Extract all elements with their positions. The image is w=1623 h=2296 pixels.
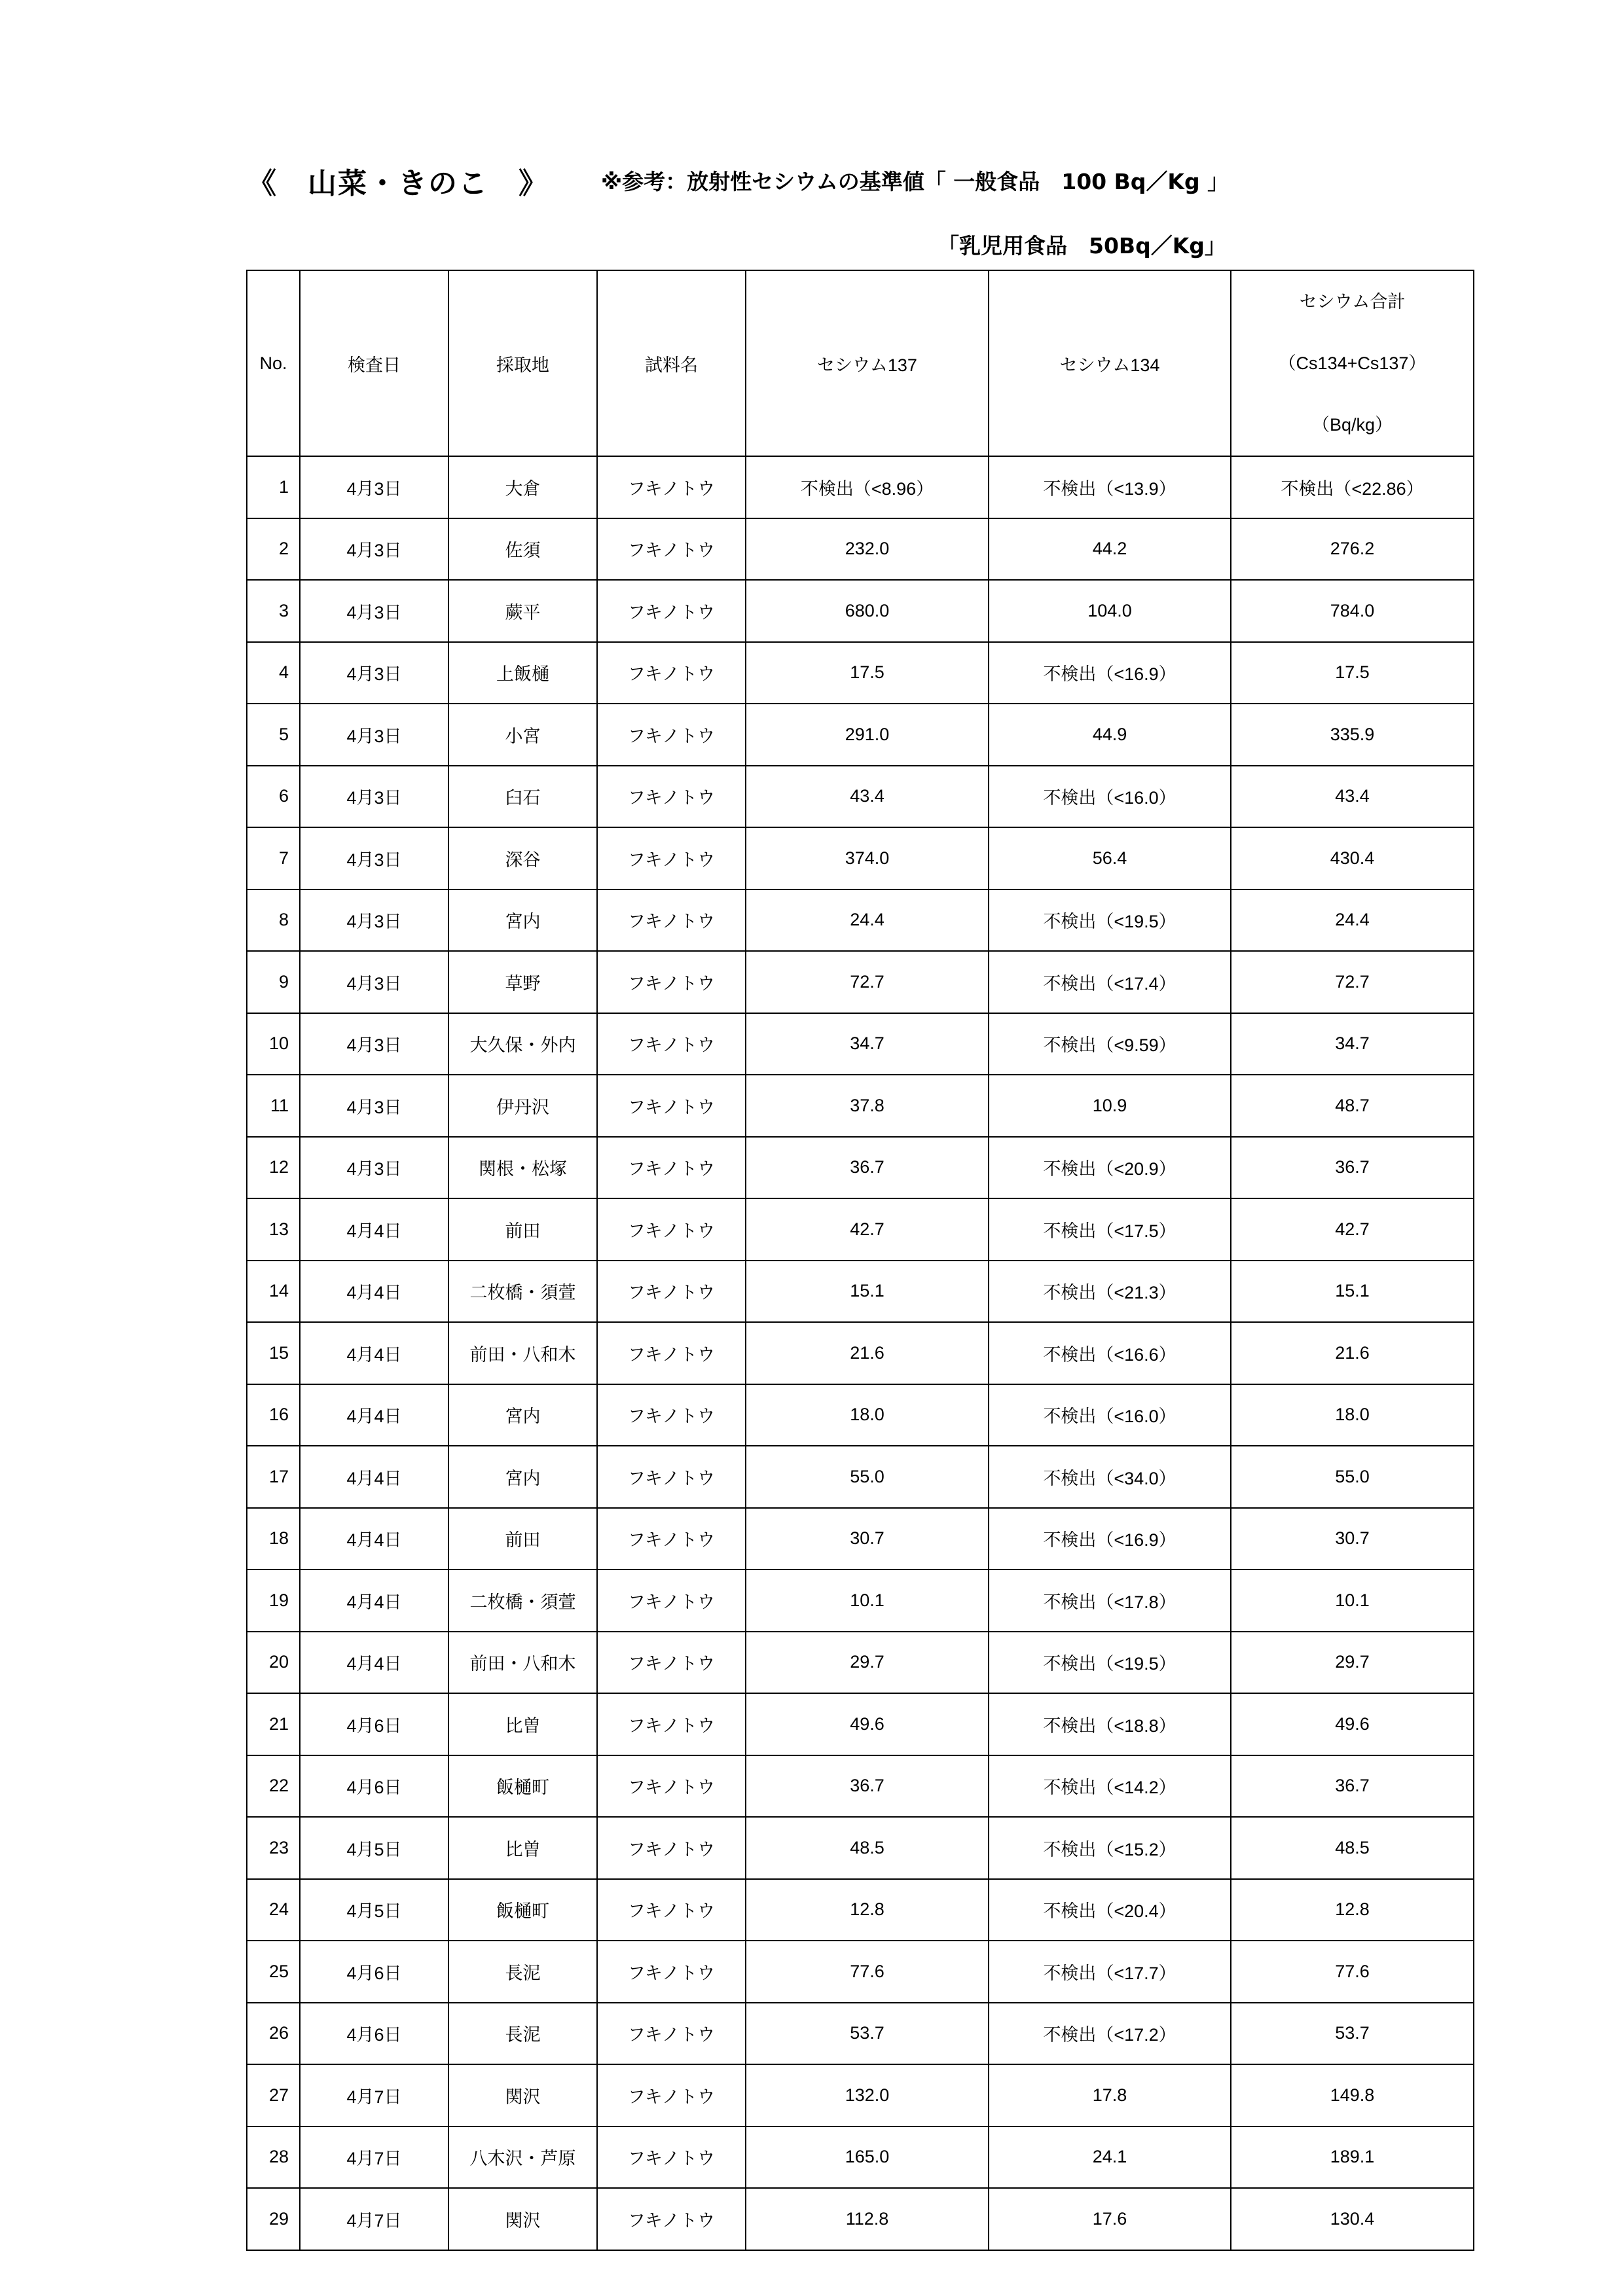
cell-cs137: 77.6 bbox=[746, 1941, 989, 2003]
cell-cs134: 10.9 bbox=[989, 1075, 1231, 1137]
table-row bbox=[247, 1013, 1474, 1075]
cell-no: 20 bbox=[247, 1632, 300, 1694]
table-header-row bbox=[247, 270, 1474, 456]
cell-cs134: 不検出（<20.9） bbox=[989, 1137, 1231, 1199]
cell-cs134: 不検出（<17.7） bbox=[989, 1941, 1231, 2003]
cell-cs134: 不検出（<17.8） bbox=[989, 1570, 1231, 1632]
cell-cs134: 44.2 bbox=[989, 518, 1231, 581]
cell-no: 3 bbox=[247, 580, 300, 642]
cell-total: 21.6 bbox=[1231, 1322, 1474, 1384]
cell-sample: フキノトウ bbox=[597, 1632, 746, 1694]
cell-sample: フキノトウ bbox=[597, 2126, 746, 2189]
cell-no: 16 bbox=[247, 1384, 300, 1446]
cell-cs137: 10.1 bbox=[746, 1570, 989, 1632]
cell-sample: フキノトウ bbox=[597, 518, 746, 581]
cell-date: 4月3日 bbox=[300, 642, 448, 704]
cell-date: 4月4日 bbox=[300, 1508, 448, 1570]
cell-total: 12.8 bbox=[1231, 1879, 1474, 1941]
cell-cs134: 不検出（<20.4） bbox=[989, 1879, 1231, 1941]
cell-sample: フキノトウ bbox=[597, 1817, 746, 1879]
cell-location: 前田 bbox=[448, 1508, 597, 1570]
table-row bbox=[247, 1508, 1474, 1570]
cell-no: 10 bbox=[247, 1013, 300, 1075]
table-row bbox=[247, 827, 1474, 889]
cell-location: 前田・八和木 bbox=[448, 1632, 597, 1694]
cell-date: 4月3日 bbox=[300, 518, 448, 581]
cell-cs134: 不検出（<21.3） bbox=[989, 1261, 1231, 1323]
cell-no: 14 bbox=[247, 1261, 300, 1323]
cell-location: 大倉 bbox=[448, 456, 597, 518]
cell-total: 不検出（<22.86） bbox=[1231, 456, 1474, 518]
table-row bbox=[247, 456, 1474, 518]
cell-cs134: 17.8 bbox=[989, 2064, 1231, 2126]
cell-cs137: 21.6 bbox=[746, 1322, 989, 1384]
cell-sample: フキノトウ bbox=[597, 1075, 746, 1137]
cell-total: 72.7 bbox=[1231, 951, 1474, 1013]
table-row bbox=[247, 951, 1474, 1013]
cell-location: 小宮 bbox=[448, 704, 597, 766]
cell-date: 4月5日 bbox=[300, 1879, 448, 1941]
cell-cs137: 42.7 bbox=[746, 1198, 989, 1261]
cell-total: 48.7 bbox=[1231, 1075, 1474, 1137]
table-row bbox=[247, 518, 1474, 581]
header-date: 検査日 bbox=[300, 270, 448, 456]
cell-location: 二枚橋・須萱 bbox=[448, 1570, 597, 1632]
cell-total: 30.7 bbox=[1231, 1508, 1474, 1570]
cell-location: 二枚橋・須萱 bbox=[448, 1261, 597, 1323]
cell-total: 77.6 bbox=[1231, 1941, 1474, 2003]
cell-cs137: 112.8 bbox=[746, 2188, 989, 2250]
cell-total: 10.1 bbox=[1231, 1570, 1474, 1632]
cell-location: 宮内 bbox=[448, 1446, 597, 1508]
table-row bbox=[247, 1755, 1474, 1818]
cell-sample: フキノトウ bbox=[597, 889, 746, 952]
cell-date: 4月7日 bbox=[300, 2188, 448, 2250]
cell-sample: フキノトウ bbox=[597, 580, 746, 642]
cell-total: 335.9 bbox=[1231, 704, 1474, 766]
cell-location: 草野 bbox=[448, 951, 597, 1013]
cell-total: 15.1 bbox=[1231, 1261, 1474, 1323]
cell-cs134: 56.4 bbox=[989, 827, 1231, 889]
cell-total: 36.7 bbox=[1231, 1755, 1474, 1818]
cell-date: 4月3日 bbox=[300, 951, 448, 1013]
cell-sample: フキノトウ bbox=[597, 1693, 746, 1755]
cell-location: 関根・松塚 bbox=[448, 1137, 597, 1199]
cell-cs134: 44.9 bbox=[989, 704, 1231, 766]
header-cs134: セシウム134 bbox=[989, 270, 1231, 456]
cell-date: 4月7日 bbox=[300, 2064, 448, 2126]
table-row bbox=[247, 889, 1474, 952]
cell-no: 6 bbox=[247, 766, 300, 828]
header-total bbox=[1231, 270, 1474, 456]
cell-total: 784.0 bbox=[1231, 580, 1474, 642]
cell-location: 長泥 bbox=[448, 1941, 597, 2003]
cell-date: 4月3日 bbox=[300, 1137, 448, 1199]
table-row bbox=[247, 2126, 1474, 2189]
cell-no: 29 bbox=[247, 2188, 300, 2250]
cell-cs137: 36.7 bbox=[746, 1137, 989, 1199]
cell-no: 5 bbox=[247, 704, 300, 766]
cell-no: 11 bbox=[247, 1075, 300, 1137]
cell-cs134: 不検出（<15.2） bbox=[989, 1817, 1231, 1879]
header-no: No. bbox=[247, 270, 300, 456]
cell-cs137: 37.8 bbox=[746, 1075, 989, 1137]
cell-location: 上飯樋 bbox=[448, 642, 597, 704]
cell-cs134: 不検出（<17.4） bbox=[989, 951, 1231, 1013]
cell-date: 4月4日 bbox=[300, 1322, 448, 1384]
table-row bbox=[247, 1817, 1474, 1879]
table-row bbox=[247, 766, 1474, 828]
table-row bbox=[247, 580, 1474, 642]
cell-location: 深谷 bbox=[448, 827, 597, 889]
cell-cs137: 72.7 bbox=[746, 951, 989, 1013]
cell-sample: フキノトウ bbox=[597, 1261, 746, 1323]
cell-cs134: 不検出（<19.5） bbox=[989, 1632, 1231, 1694]
cell-location: 前田・八和木 bbox=[448, 1322, 597, 1384]
cell-date: 4月3日 bbox=[300, 827, 448, 889]
cell-total: 189.1 bbox=[1231, 2126, 1474, 2189]
cell-date: 4月4日 bbox=[300, 1384, 448, 1446]
cell-cs134: 不検出（<17.5） bbox=[989, 1198, 1231, 1261]
cell-cs137: 680.0 bbox=[746, 580, 989, 642]
reference-standard-general: ※参考：放射性セシウムの基準値「 一般食品 100 Bq／Kg 」 bbox=[601, 169, 1230, 194]
cell-no: 2 bbox=[247, 518, 300, 581]
cell-date: 4月4日 bbox=[300, 1261, 448, 1323]
cell-no: 22 bbox=[247, 1755, 300, 1818]
header-location: 採取地 bbox=[448, 270, 597, 456]
cell-location: 前田 bbox=[448, 1198, 597, 1261]
cell-cs134: 不検出（<13.9） bbox=[989, 456, 1231, 518]
cell-cs134: 不検出（<34.0） bbox=[989, 1446, 1231, 1508]
cell-sample: フキノトウ bbox=[597, 1137, 746, 1199]
cell-cs134: 17.6 bbox=[989, 2188, 1231, 2250]
cell-total: 149.8 bbox=[1231, 2064, 1474, 2126]
cell-cs137: 30.7 bbox=[746, 1508, 989, 1570]
cell-location: 比曽 bbox=[448, 1693, 597, 1755]
cell-cs134: 不検出（<19.5） bbox=[989, 889, 1231, 952]
table-row bbox=[247, 2064, 1474, 2126]
cell-cs137: 18.0 bbox=[746, 1384, 989, 1446]
cell-location: 宮内 bbox=[448, 1384, 597, 1446]
cell-cs137: 291.0 bbox=[746, 704, 989, 766]
cell-sample: フキノトウ bbox=[597, 2064, 746, 2126]
cell-total: 42.7 bbox=[1231, 1198, 1474, 1261]
cell-total: 49.6 bbox=[1231, 1693, 1474, 1755]
cell-cs134: 不検出（<16.6） bbox=[989, 1322, 1231, 1384]
cell-date: 4月4日 bbox=[300, 1198, 448, 1261]
cell-sample: フキノトウ bbox=[597, 1322, 746, 1384]
header-cs137: セシウム137 bbox=[746, 270, 989, 456]
cell-cs134: 不検出（<16.9） bbox=[989, 642, 1231, 704]
cell-total: 24.4 bbox=[1231, 889, 1474, 952]
cell-location: 蕨平 bbox=[448, 580, 597, 642]
cell-location: 関沢 bbox=[448, 2064, 597, 2126]
cell-cs137: 36.7 bbox=[746, 1755, 989, 1818]
cell-sample: フキノトウ bbox=[597, 1384, 746, 1446]
cell-cs137: 15.1 bbox=[746, 1261, 989, 1323]
table-row bbox=[247, 1075, 1474, 1137]
cell-sample: フキノトウ bbox=[597, 2003, 746, 2065]
header-total-formula: （Cs134+Cs137） bbox=[1278, 353, 1427, 373]
cell-location: 比曽 bbox=[448, 1817, 597, 1879]
table-row bbox=[247, 1632, 1474, 1694]
cell-date: 4月3日 bbox=[300, 704, 448, 766]
cell-sample: フキノトウ bbox=[597, 1198, 746, 1261]
cell-cs134: 不検出（<17.2） bbox=[989, 2003, 1231, 2065]
cell-no: 8 bbox=[247, 889, 300, 952]
cell-cs137: 55.0 bbox=[746, 1446, 989, 1508]
table-row bbox=[247, 1446, 1474, 1508]
cell-no: 19 bbox=[247, 1570, 300, 1632]
cell-sample: フキノトウ bbox=[597, 1570, 746, 1632]
cell-no: 1 bbox=[247, 456, 300, 518]
cell-cs134: 不検出（<16.0） bbox=[989, 766, 1231, 828]
cell-location: 八木沢・芦原 bbox=[448, 2126, 597, 2189]
cell-cs134: 不検出（<9.59） bbox=[989, 1013, 1231, 1075]
header-total-label: セシウム合計 bbox=[1299, 292, 1406, 312]
table-row bbox=[247, 642, 1474, 704]
cell-no: 23 bbox=[247, 1817, 300, 1879]
cell-total: 130.4 bbox=[1231, 2188, 1474, 2250]
cell-date: 4月4日 bbox=[300, 1446, 448, 1508]
cell-location: 大久保・外内 bbox=[448, 1013, 597, 1075]
cell-cs137: 不検出（<8.96） bbox=[746, 456, 989, 518]
cell-sample: フキノトウ bbox=[597, 827, 746, 889]
cell-cs137: 29.7 bbox=[746, 1632, 989, 1694]
header-sample: 試料名 bbox=[597, 270, 746, 456]
table-row bbox=[247, 1198, 1474, 1261]
cell-sample: フキノトウ bbox=[597, 1013, 746, 1075]
cell-no: 28 bbox=[247, 2126, 300, 2189]
cell-cs134: 不検出（<14.2） bbox=[989, 1755, 1231, 1818]
cell-location: 臼石 bbox=[448, 766, 597, 828]
table-row bbox=[247, 1384, 1474, 1446]
cell-cs134: 不検出（<18.8） bbox=[989, 1693, 1231, 1755]
cell-sample: フキノトウ bbox=[597, 1446, 746, 1508]
cell-total: 53.7 bbox=[1231, 2003, 1474, 2065]
cell-no: 13 bbox=[247, 1198, 300, 1261]
cell-total: 29.7 bbox=[1231, 1632, 1474, 1694]
cell-cs137: 24.4 bbox=[746, 889, 989, 952]
cell-date: 4月3日 bbox=[300, 766, 448, 828]
cesium-results-table bbox=[246, 270, 1474, 2251]
page-title: 《 山菜・きのこ 》 bbox=[247, 167, 549, 200]
cell-cs137: 17.5 bbox=[746, 642, 989, 704]
cell-sample: フキノトウ bbox=[597, 1508, 746, 1570]
cell-sample: フキノトウ bbox=[597, 766, 746, 828]
cell-no: 24 bbox=[247, 1879, 300, 1941]
cell-date: 4月4日 bbox=[300, 1632, 448, 1694]
cell-cs134: 104.0 bbox=[989, 580, 1231, 642]
cell-date: 4月6日 bbox=[300, 1755, 448, 1818]
cell-sample: フキノトウ bbox=[597, 642, 746, 704]
cell-sample: フキノトウ bbox=[597, 1755, 746, 1818]
table-row bbox=[247, 2003, 1474, 2065]
cell-cs134: 不検出（<16.9） bbox=[989, 1508, 1231, 1570]
table-row bbox=[247, 704, 1474, 766]
table-row bbox=[247, 1941, 1474, 2003]
cell-no: 27 bbox=[247, 2064, 300, 2126]
header-total-unit: （Bq/kg） bbox=[1311, 415, 1393, 435]
cell-location: 飯樋町 bbox=[448, 1879, 597, 1941]
cell-location: 飯樋町 bbox=[448, 1755, 597, 1818]
cell-date: 4月3日 bbox=[300, 1075, 448, 1137]
cell-total: 17.5 bbox=[1231, 642, 1474, 704]
table-row bbox=[247, 1137, 1474, 1199]
cell-cs134: 不検出（<16.0） bbox=[989, 1384, 1231, 1446]
cell-location: 関沢 bbox=[448, 2188, 597, 2250]
cell-no: 4 bbox=[247, 642, 300, 704]
cell-date: 4月3日 bbox=[300, 1013, 448, 1075]
cell-total: 18.0 bbox=[1231, 1384, 1474, 1446]
cell-date: 4月6日 bbox=[300, 1693, 448, 1755]
cell-location: 佐須 bbox=[448, 518, 597, 581]
cell-cs137: 49.6 bbox=[746, 1693, 989, 1755]
cell-cs137: 165.0 bbox=[746, 2126, 989, 2189]
cell-total: 43.4 bbox=[1231, 766, 1474, 828]
cell-no: 7 bbox=[247, 827, 300, 889]
cell-date: 4月7日 bbox=[300, 2126, 448, 2189]
cell-no: 25 bbox=[247, 1941, 300, 2003]
cell-date: 4月3日 bbox=[300, 456, 448, 518]
cell-cs137: 48.5 bbox=[746, 1817, 989, 1879]
cell-date: 4月3日 bbox=[300, 580, 448, 642]
cell-date: 4月6日 bbox=[300, 1941, 448, 2003]
cell-cs137: 43.4 bbox=[746, 766, 989, 828]
cell-sample: フキノトウ bbox=[597, 1941, 746, 2003]
cell-no: 18 bbox=[247, 1508, 300, 1570]
cell-no: 26 bbox=[247, 2003, 300, 2065]
cell-cs137: 132.0 bbox=[746, 2064, 989, 2126]
cell-location: 宮内 bbox=[448, 889, 597, 952]
cell-total: 55.0 bbox=[1231, 1446, 1474, 1508]
cell-cs134: 24.1 bbox=[989, 2126, 1231, 2189]
cell-sample: フキノトウ bbox=[597, 1879, 746, 1941]
cell-sample: フキノトウ bbox=[597, 456, 746, 518]
table-row bbox=[247, 1693, 1474, 1755]
table-row bbox=[247, 1322, 1474, 1384]
cell-total: 430.4 bbox=[1231, 827, 1474, 889]
cell-no: 15 bbox=[247, 1322, 300, 1384]
cell-sample: フキノトウ bbox=[597, 2188, 746, 2250]
cell-total: 34.7 bbox=[1231, 1013, 1474, 1075]
table-row bbox=[247, 2188, 1474, 2250]
table-row bbox=[247, 1879, 1474, 1941]
cell-cs137: 53.7 bbox=[746, 2003, 989, 2065]
cell-no: 17 bbox=[247, 1446, 300, 1508]
cell-no: 12 bbox=[247, 1137, 300, 1199]
cell-date: 4月5日 bbox=[300, 1817, 448, 1879]
cell-total: 48.5 bbox=[1231, 1817, 1474, 1879]
cell-date: 4月4日 bbox=[300, 1570, 448, 1632]
reference-standard-infant: 「乳児用食品 50Bq／Kg」 bbox=[938, 233, 1226, 259]
cell-cs137: 374.0 bbox=[746, 827, 989, 889]
cell-cs137: 34.7 bbox=[746, 1013, 989, 1075]
table-row bbox=[247, 1261, 1474, 1323]
cell-date: 4月3日 bbox=[300, 889, 448, 952]
table-row bbox=[247, 1570, 1474, 1632]
cell-cs137: 12.8 bbox=[746, 1879, 989, 1941]
cell-sample: フキノトウ bbox=[597, 704, 746, 766]
cell-total: 276.2 bbox=[1231, 518, 1474, 581]
cell-cs137: 232.0 bbox=[746, 518, 989, 581]
cell-no: 9 bbox=[247, 951, 300, 1013]
cell-date: 4月6日 bbox=[300, 2003, 448, 2065]
cell-total: 36.7 bbox=[1231, 1137, 1474, 1199]
cell-location: 長泥 bbox=[448, 2003, 597, 2065]
cell-location: 伊丹沢 bbox=[448, 1075, 597, 1137]
cell-sample: フキノトウ bbox=[597, 951, 746, 1013]
cell-no: 21 bbox=[247, 1693, 300, 1755]
